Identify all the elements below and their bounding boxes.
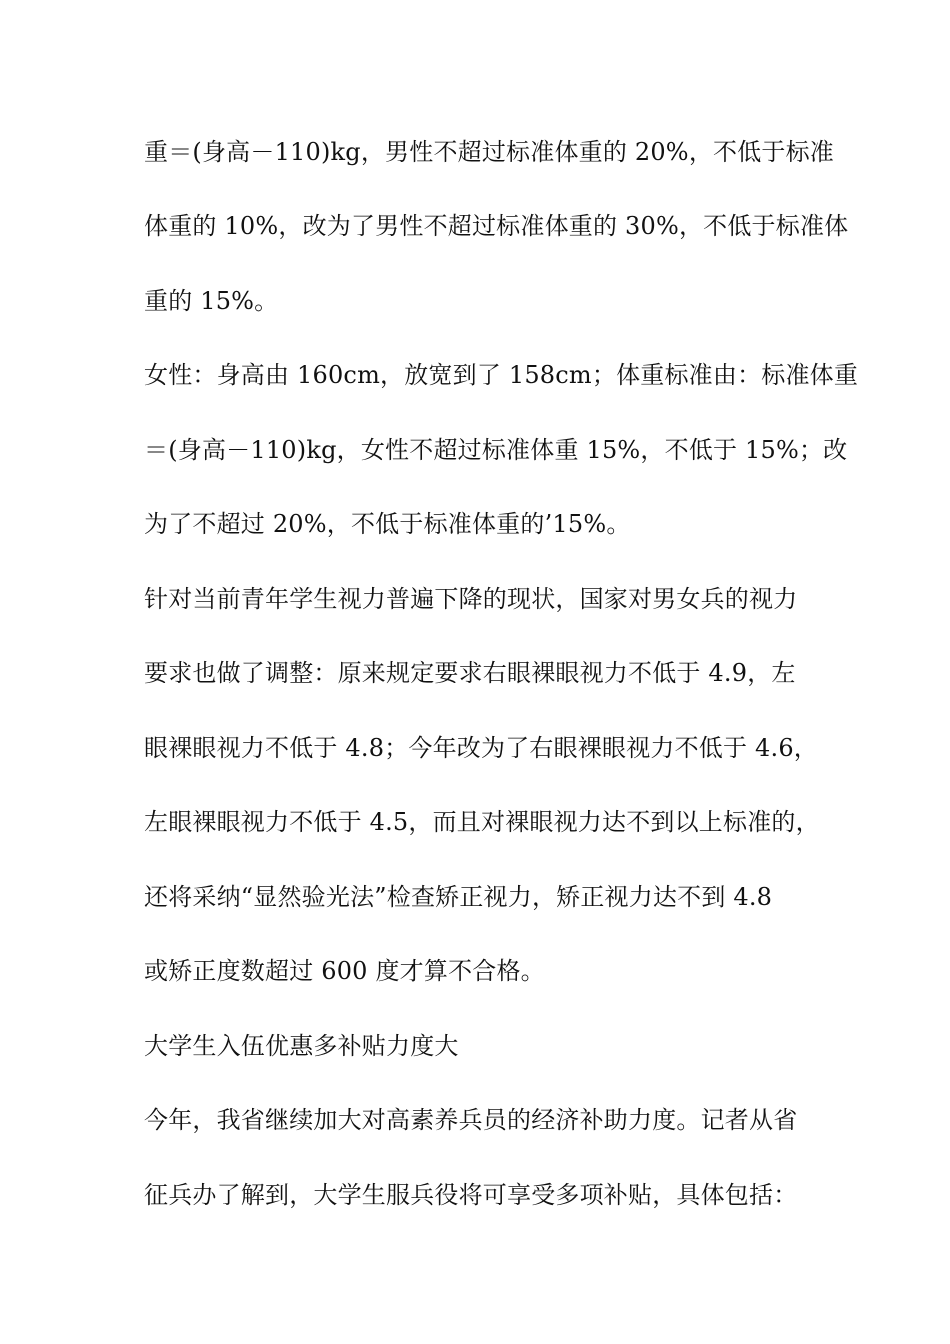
text-line: 今年，我省继续加大对高素养兵员的经济补助力度。记者从省: [144, 1106, 798, 1134]
text-line: 体重的 10%，改为了男性不超过标准体重的 30%，不低于标准体: [144, 212, 849, 240]
text-line: 重＝(身高－110)kg，男性不超过标准体重的 20%，不低于标准: [144, 138, 835, 166]
text-line: 还将采纳“显然验光法”检查矫正视力，矫正视力达不到 4.8: [144, 883, 773, 911]
text-line: 针对当前青年学生视力普遍下降的现状，国家对男女兵的视力: [144, 585, 798, 613]
text-line: 眼裸眼视力不低于 4.8；今年改为了右眼裸眼视力不低于 4.6，: [144, 734, 818, 762]
text-line: 征兵办了解到，大学生服兵役将可享受多项补贴，具体包括：: [144, 1181, 798, 1209]
text-line: 为了不超过 20%，不低于标准体重的’15%。: [144, 510, 631, 538]
text-line: 要求也做了调整：原来规定要求右眼裸眼视力不低于 4.9，左: [144, 659, 796, 687]
text-line: 或矫正度数超过 600 度才算不合格。: [144, 957, 545, 985]
text-line: 女性：身高由 160cm，放宽到了 158cm；体重标准由：标准体重: [144, 361, 859, 389]
text-line: 重的 15%。: [144, 287, 279, 315]
section-heading: 大学生入伍优惠多补贴力度大: [144, 1032, 459, 1060]
text-line: ＝(身高－110)kg，女性不超过标准体重 15%，不低于 15%；改: [144, 436, 848, 464]
text-line: 左眼裸眼视力不低于 4.5，而且对裸眼视力达不到以上标准的，: [144, 808, 820, 836]
